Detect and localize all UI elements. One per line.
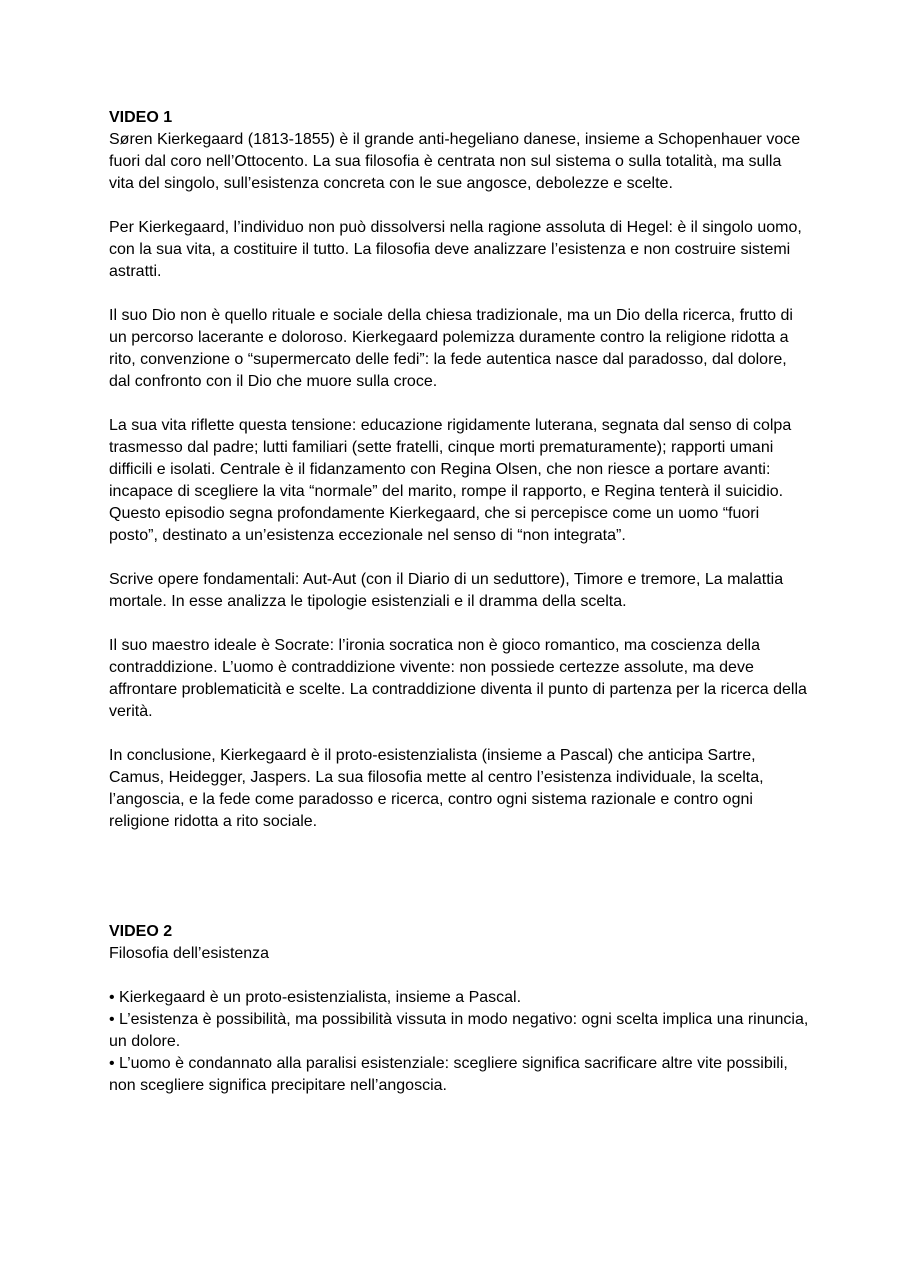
bullet-item: • Kierkegaard è un proto‑esistenzialista, insieme a Pascal. — [109, 989, 522, 1006]
section-subtitle: Filosofia dell’esistenza — [109, 945, 270, 962]
paragraph: Per Kierkegaard, l’individuo non può dissolversi nella ragione assoluta di Hegel: è il singolo uomo, con la sua vita, a costituire il tutto. La filosofia deve analizzare l’esistenza e non costruire sistemi astratti. — [109, 219, 802, 280]
section-spacer — [109, 855, 809, 921]
section-video-2 — [109, 921, 809, 1097]
paragraph: In conclusione, Kierkegaard è il proto‑esistenzialista (insieme a Pascal) che anticipa Sartre, Camus, Heidegger, Jaspers. La sua filosofia mette al centro l’esistenza individuale, la scelta, l’angoscia, e la fede come paradosso e ricerca, contro ogni sistema razionale e contro ogni religione ridotta a rito sociale. — [109, 747, 764, 830]
document-page — [109, 107, 809, 1097]
paragraph: Il suo maestro ideale è Socrate: l’ironia socratica non è gioco romantico, ma coscienza della contraddizione. L’uomo è contraddizione vivente: non possiede certezze assolute, ma deve affrontare problematicità e scelte. La contraddizione diventa il punto di partenza per la ricerca della verità. — [109, 637, 807, 720]
paragraph: Scrive opere fondamentali: Aut‑Aut (con il Diario di un seduttore), Timore e tremore, La malattia mortale. In esse analizza le tipologie esistenziali e il dramma della scelta. — [109, 571, 784, 610]
bullet-item: • L’uomo è condannato alla paralisi esistenziale: scegliere significa sacrificare altre vite possibili, non scegliere significa precipitare nell’angoscia. — [109, 1055, 788, 1094]
paragraph: Il suo Dio non è quello rituale e sociale della chiesa tradizionale, ma un Dio della ricerca, frutto di un percorso lacerante e doloroso. Kierkegaard polemizza duramente contro la religione ridotta a rito, convenzione o “supermercato delle fedi”: la fede autentica nasce dal paradosso, dal dolore, dal confronto con il Dio che muore sulla croce. — [109, 307, 793, 390]
paragraph: La sua vita riflette questa tensione: educazione rigidamente luterana, segnata dal senso di colpa trasmesso dal padre; lutti familiari (sette fratelli, cinque morti prematuramente); rapporti umani difficili e isolati. Centrale è il fidanzamento con Regina Olsen, che non riesce a portare avanti: incapace di scegliere la vita “normale” del marito, rompe il rapporto, e Regina tenterà il suicidio. Questo episodio segna profondamente Kierkegaard, che si percepisce come un uomo “fuori posto”, destinato a un’esistenza eccezionale nel senso di “non integrata”. — [109, 417, 792, 544]
section-title-video-1: VIDEO 1 — [109, 109, 173, 126]
section-video-1 — [109, 107, 809, 833]
section-title-video-2: VIDEO 2 — [109, 923, 173, 940]
paragraph: Søren Kierkegaard (1813‑1855) è il grande anti‑hegeliano danese, insieme a Schopenhauer voce fuori dal coro nell’Ottocento. La sua filosofia è centrata non sul sistema o sulla totalità, ma sulla vita del singolo, sull’esistenza concreta con le sue angosce, debolezze e scelte. — [109, 131, 801, 192]
bullet-list — [109, 987, 809, 1097]
bullet-item: • L’esistenza è possibilità, ma possibilità vissuta in modo negativo: ogni scelta implica una rinuncia, un dolore. — [109, 1011, 809, 1050]
